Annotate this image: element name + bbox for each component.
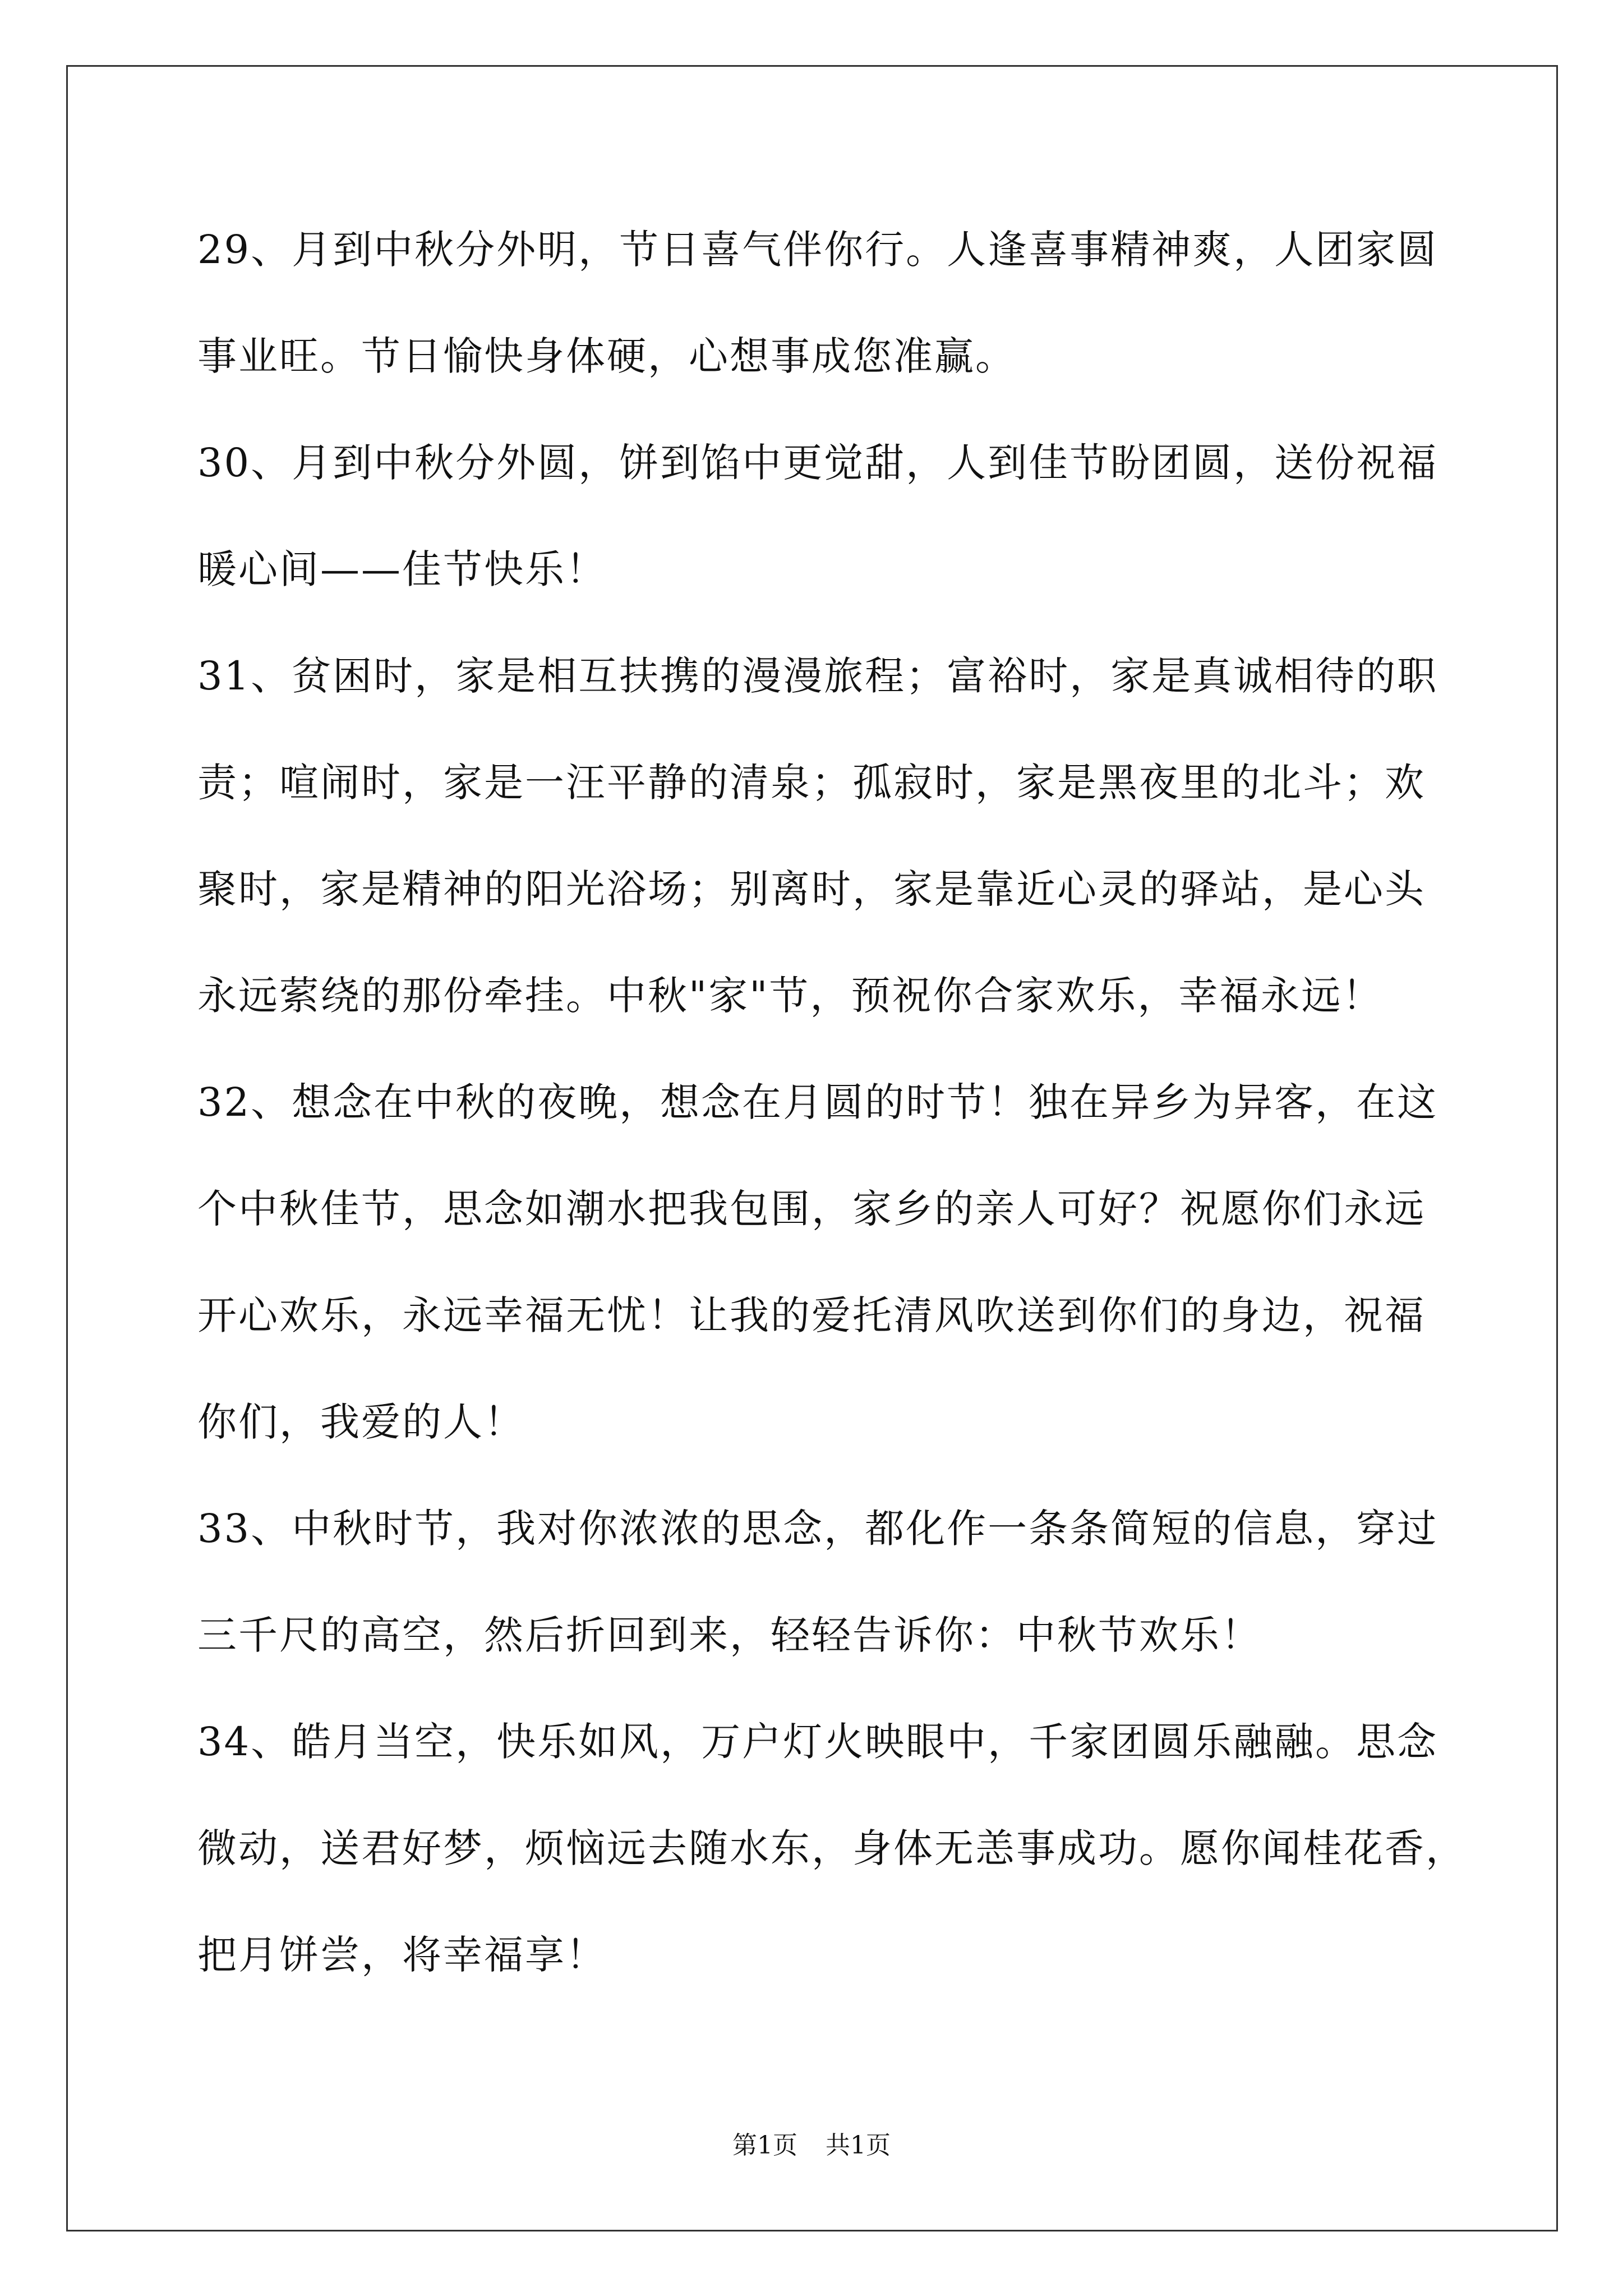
text-line: 个中秋佳节，思念如潮水把我包围，家乡的亲人可好？祝愿你们永远 (197, 1186, 1426, 1232)
text-line: 开心欢乐，永远幸福无忧！让我的爱托清风吹送到你们的身边，祝福 (197, 1292, 1426, 1338)
text-line: 聚时，家是精神的阳光浴场；别离时，家是靠近心灵的驿站，是心头 (197, 866, 1426, 912)
document-body (197, 209, 1467, 2021)
text-line: 事业旺。节日愉快身体硬，心想事成您准赢。 (197, 333, 1016, 379)
text-line: 你们，我爱的人！ (197, 1399, 525, 1445)
text-line: 31、贫困时，家是相互扶携的漫漫旅程；富裕时，家是真诚相待的职 (197, 653, 1438, 699)
text-line: 30、月到中秋分外圆，饼到馅中更觉甜，人到佳节盼团圆，送份祝福 (197, 440, 1438, 486)
text-line: 三千尺的高空，然后折回到来，轻轻告诉你：中秋节欢乐！ (197, 1612, 1262, 1658)
text-line: 微动，送君好梦，烦恼远去随水东，身体无恙事成功。愿你闻桂花香， (197, 1825, 1467, 1871)
page-total: 共1页 (826, 2131, 891, 2160)
text-line: 29、月到中秋分外明，节日喜气伴你行。人逢喜事精神爽，人团家圆 (197, 227, 1438, 273)
text-line: 34、皓月当空，快乐如风，万户灯火映眼中，千家团圆乐融融。思念 (197, 1719, 1438, 1765)
text-line: 暖心间——佳节快乐！ (197, 546, 607, 592)
text-line: 33、中秋时节，我对你浓浓的思念，都化作一条条简短的信息，穿过 (197, 1506, 1438, 1552)
page-number: 第1页 (732, 2131, 797, 2160)
text-line: 32、想念在中秋的夜晚，想念在月圆的时节！独在异乡为异客，在这 (197, 1079, 1438, 1125)
text-line: 永远萦绕的那份牵挂。中秋"家"节，预祝你合家欢乐，幸福永远！ (197, 973, 1384, 1019)
text-line: 把月饼尝，将幸福享！ (197, 1932, 607, 1978)
text-line: 责；喧闹时，家是一汪平静的清泉；孤寂时，家是黑夜里的北斗；欢 (197, 760, 1426, 806)
page-footer (0, 2125, 1623, 2161)
